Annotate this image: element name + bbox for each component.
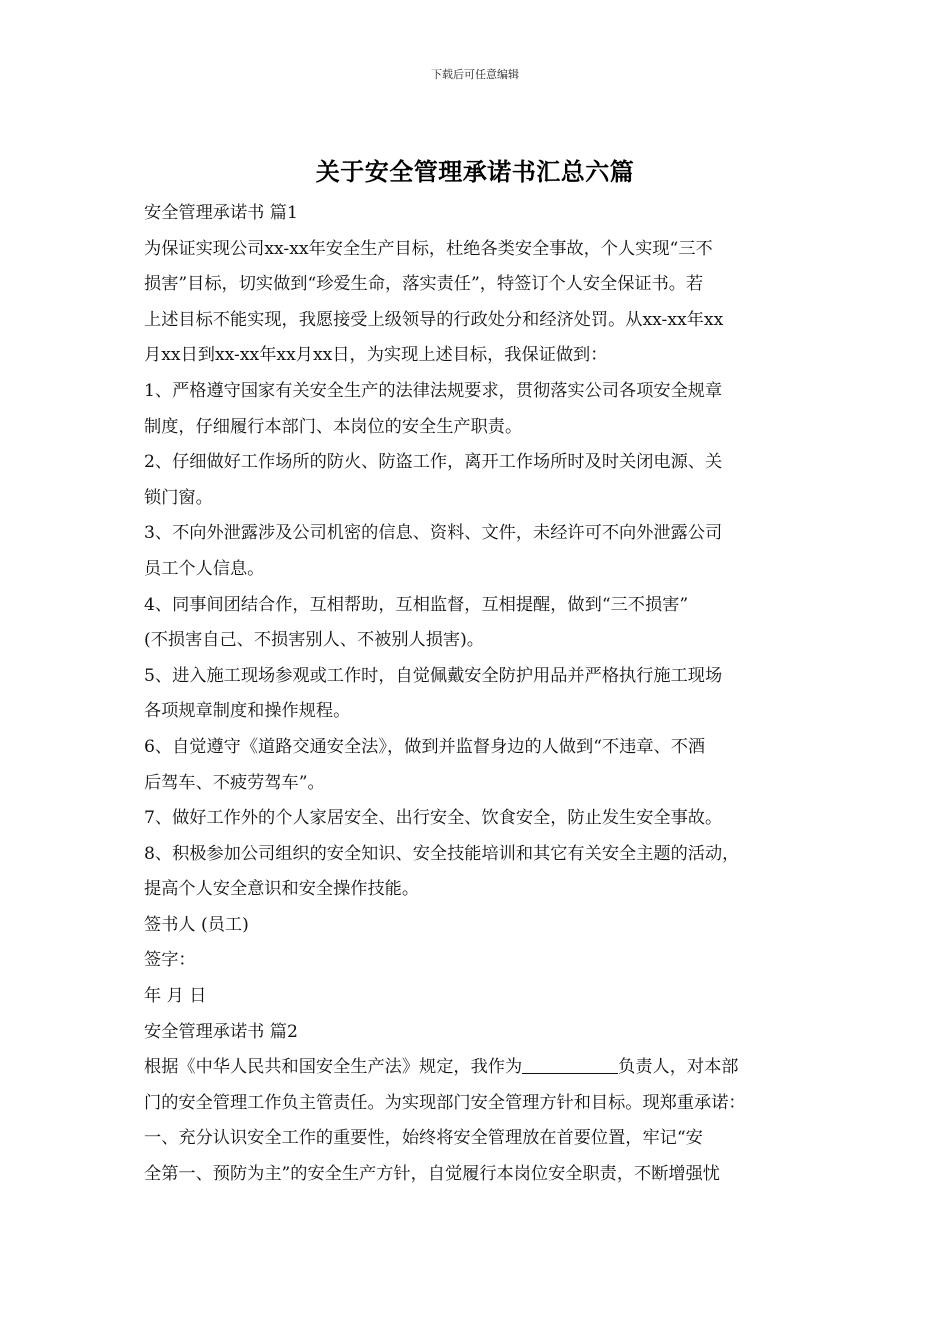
paragraph-line: 2、仔细做好工作场所的防火、防盗工作，离开工作场所时及时关闭电源、关 [144,452,723,473]
paragraph-line: 安全管理承诺书 篇1 [144,203,298,223]
paragraph-line: 上述目标不能实现，我愿接受上级领导的行政处分和经济处罚。从xx-xx年xx [144,309,724,330]
paragraph-line: 4、同事间团结合作，互相帮助，互相监督，互相提醒，做到“三不损害” [144,594,689,615]
paragraph-line: 后驾车、不疲劳驾车”。 [144,772,325,793]
paragraph-line: 一、充分认识安全工作的重要性，始终将安全管理放在首要位置，牢记“安 [144,1128,703,1149]
paragraph-line: 6、自觉遵守《道路交通安全法》，做到并监督身边的人做到“不违章、不酒 [144,736,706,757]
signature-line: 签字： [144,950,196,971]
document-body [144,196,819,1193]
paragraph-line: 月xx日到xx-xx年xx月xx日，为实现上述目标，我保证做到： [144,345,608,366]
paragraph-line: 员工个人信息。 [144,558,265,579]
paragraph-line: 为保证实现公司xx-xx年安全生产目标，杜绝各类安全事故，个人实现“三不 [144,238,713,259]
document-title: 关于安全管理承诺书汇总六篇 [315,157,635,186]
section-heading: 安全管理承诺书 篇2 [144,1021,298,1042]
paragraph-line: 1、严格遵守国家有关安全生产的法律法规要求，贯彻落实公司各项安全规章 [144,380,723,401]
paragraph-line: 3、不向外泄露涉及公司机密的信息、资料、文件，未经许可不向外泄露公司 [144,523,723,544]
paragraph-line: 全第一、预防为主”的安全生产方针，自觉履行本岗位安全职责，不断增强忧 [144,1164,720,1185]
paragraph-line-with-blank [144,1050,819,1086]
blank-before-text: 根据《中华人民共和国安全生产法》规定，我作为 [144,1057,523,1078]
paragraph-line: 制度，仔细履行本部门、本岗位的安全生产职责。 [144,416,523,437]
paragraph-line: 提高个人安全意识和安全操作技能。 [144,879,420,900]
paragraph-line: 7、做好工作外的个人家居安全、出行安全、饮食安全，防止发生安全事故。 [144,808,723,829]
blank-after-text: 负责人，对本部 [618,1057,739,1078]
paragraph-line: 8、积极参加公司组织的安全知识、安全技能培训和其它有关安全主题的活动， [144,843,740,864]
signatory-line: 签书人 (员工) [144,914,249,935]
date-line: 年 月 日 [144,986,207,1007]
fill-in-blank [522,1055,618,1074]
paragraph-line: (不损害自己、不损害别人、不被别人损害)。 [144,630,484,651]
download-note: 下载后可任意编辑 [431,68,519,81]
paragraph-line: 锁门窗。 [144,487,213,508]
paragraph-line: 各项规章制度和操作规程。 [144,701,351,722]
paragraph-line: 5、进入施工现场参观或工作时，自觉佩戴安全防护用品并严格执行施工现场 [144,665,723,686]
paragraph-line: 门的安全管理工作负主管责任。为实现部门安全管理方针和目标。现郑重承诺： [144,1092,746,1113]
paragraph-line: 损害”目标，切实做到“珍爱生命，落实责任”，特签订个人安全保证书。若 [144,274,704,295]
